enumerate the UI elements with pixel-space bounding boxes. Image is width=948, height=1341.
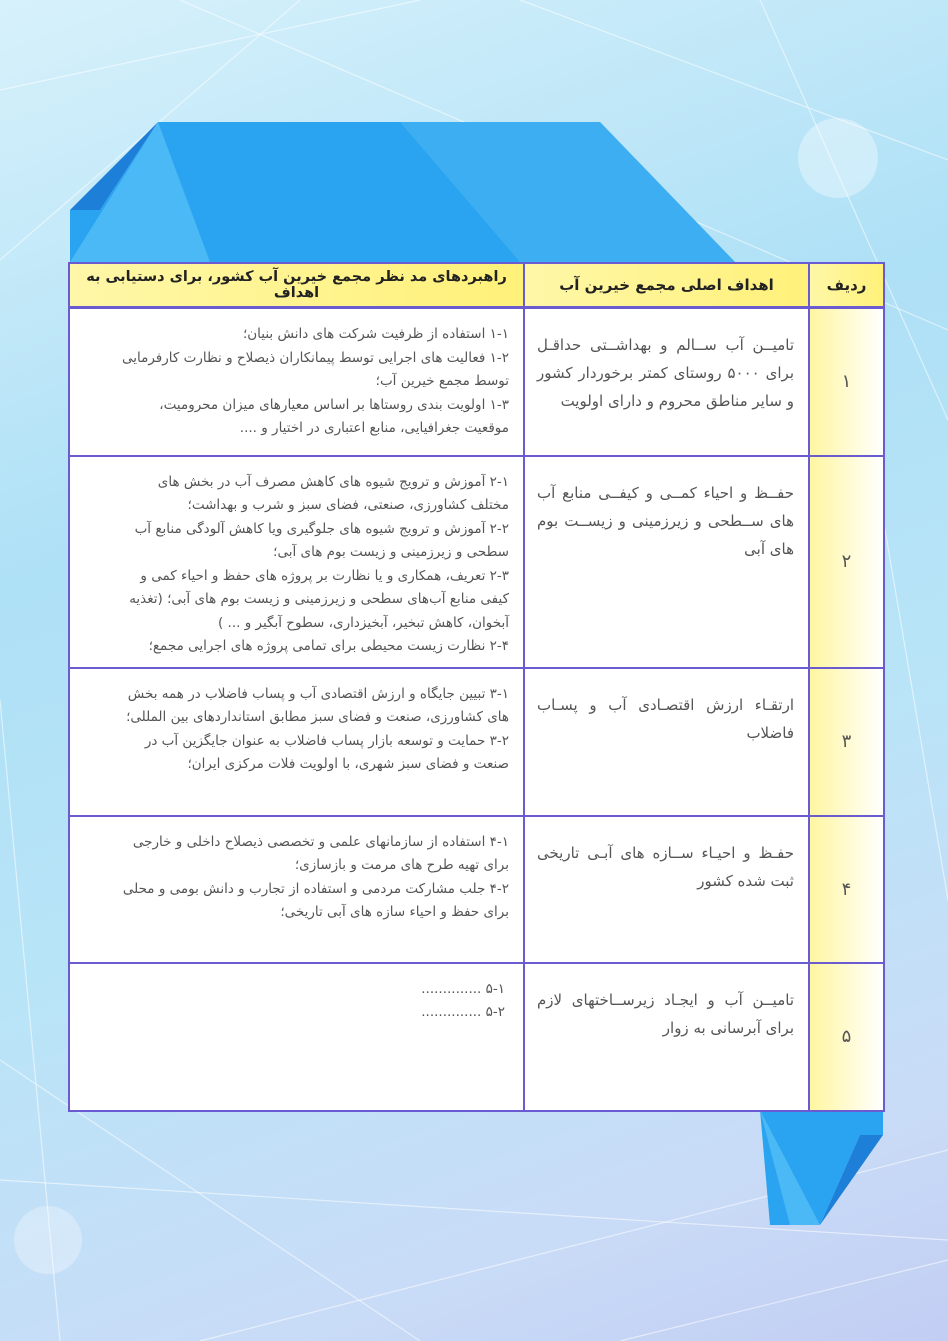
strategy-line: کیفی منابع آب‌های سطحی و زیرزمینی و زیست بوم های آبی؛ (تغذیه bbox=[129, 591, 509, 607]
strategy-line: ۴-۱ استفاده از سازمانهای علمی و تخصصی ذیصلاح داخلی و خارجی bbox=[132, 833, 509, 850]
goal-text: ارتقـاء ارزش اقتصـادی آب و پسـاب فاضلاب bbox=[524, 668, 809, 816]
strategies-cell bbox=[69, 963, 524, 1111]
strategy-line: برای تهیه طرح های مرمت و بازسازی؛ bbox=[294, 857, 509, 873]
table-header-row bbox=[69, 263, 884, 308]
goal-text: تامیــن آب ســالم و بهداشــتی حداقـل برای ۵۰۰۰ روستای کمتر برخوردار کشور و سایر مناطق محروم و دارای اولویت bbox=[524, 308, 809, 456]
header-strategies: راهبردهای مد نظر مجمع خیرین آب کشور، برای دستیابی به اهداف bbox=[69, 263, 524, 308]
goals-strategies-table bbox=[68, 262, 883, 1111]
goal-text: حفـظ و احیـاء ســازه های آبـی تاریخی ثبت شده کشور bbox=[524, 816, 809, 963]
goal-text: تامیــن آب و ایجـاد زیرســاختهای لازم برای آبرسانی به زوار bbox=[524, 963, 809, 1111]
row-number: ۳ bbox=[809, 668, 884, 816]
strategy-line: ۲-۳ تعریف، همکاری و یا نظارت بر پروژه های حفظ و احیاء کمی و bbox=[140, 567, 509, 584]
header-row-no: ردیف bbox=[809, 263, 884, 308]
strategy-line: ۳-۱ تبیین جایگاه و ارزش اقتصادی آب و پساب فاضلاب در همه بخش bbox=[127, 685, 509, 702]
strategy-line: موقعیت جغرافیایی، منابع اعتباری در اختیار و .... bbox=[239, 420, 509, 436]
strategies-cell bbox=[69, 816, 524, 963]
strategy-line: ۲-۴ نظارت زیست محیطی برای تمامی پروژه های اجرایی مجمع؛ bbox=[148, 638, 509, 654]
strategy-line: ۴-۲ جلب مشارکت مردمی و استفاده از تجارب و دانش بومی و محلی bbox=[122, 880, 509, 897]
header-goals: اهداف اصلی مجمع خیرین آب bbox=[524, 263, 809, 308]
strategy-line: های کشاورزی، صنعت و فضای سبز مطابق استانداردهای بین المللی؛ bbox=[126, 709, 509, 725]
table-row bbox=[69, 456, 884, 668]
row-number: ۴ bbox=[809, 816, 884, 963]
strategies-cell bbox=[69, 668, 524, 816]
strategy-line: صنعت و فضای سبز شهری، با اولویت فلات مرکزی ایران؛ bbox=[187, 756, 509, 772]
strategy-line: ۵-۱ .............. bbox=[421, 980, 505, 997]
row-number: ۱ bbox=[809, 308, 884, 456]
table-row bbox=[69, 308, 884, 456]
strategy-line: آبخوان، کاهش تبخیر، آبخیزداری، سطوح آبگیر و ... ) bbox=[217, 614, 509, 631]
row-number: ۵ bbox=[809, 963, 884, 1111]
row-number: ۲ bbox=[809, 456, 884, 668]
strategy-line: برای حفظ و احیاء سازه های آبی تاریخی؛ bbox=[280, 904, 509, 920]
strategy-line: ۱-۲ فعالیت های اجرایی توسط پیمانکاران ذیصلاح و نظارت کارفرمایی bbox=[122, 349, 509, 366]
strategy-line: توسط مجمع خیرین آب؛ bbox=[375, 373, 509, 389]
strategy-line: ۱-۳ اولویت بندی روستاها بر اساس معیارهای میزان محرومیت، bbox=[159, 396, 509, 413]
table-row bbox=[69, 963, 884, 1111]
strategy-line: ۲-۲ آموزش و ترویج شیوه های جلوگیری ویا کاهش آلودگی منابع آب bbox=[134, 520, 509, 537]
goal-text: حفــظ و احیاء کمــی و کیفــی منابع آب های ســطحی و زیرزمینی و زیســت بوم های آبی bbox=[524, 456, 809, 668]
strategy-line: ۱-۱ استفاده از ظرفیت شرکت های دانش بنیان؛ bbox=[242, 326, 509, 342]
strategy-line: مختلف کشاورزی، صنعتی، فضای سبز و شرب و بهداشت؛ bbox=[187, 497, 509, 513]
strategy-line: ۵-۲ .............. bbox=[421, 1004, 505, 1020]
table-row bbox=[69, 816, 884, 963]
strategy-line: ۲-۱ آموزش و ترویج شیوه های کاهش مصرف آب در بخش های bbox=[157, 473, 509, 490]
strategy-line: سطحی و زیرزمینی و زیست بوم های آبی؛ bbox=[273, 544, 509, 560]
table-row bbox=[69, 668, 884, 816]
strategies-cell bbox=[69, 456, 524, 668]
table bbox=[68, 262, 885, 1112]
strategies-cell bbox=[69, 308, 524, 456]
strategy-line: ۳-۲ حمایت و توسعه بازار پساب فاضلاب به عنوان جایگزین آب در bbox=[144, 732, 509, 749]
